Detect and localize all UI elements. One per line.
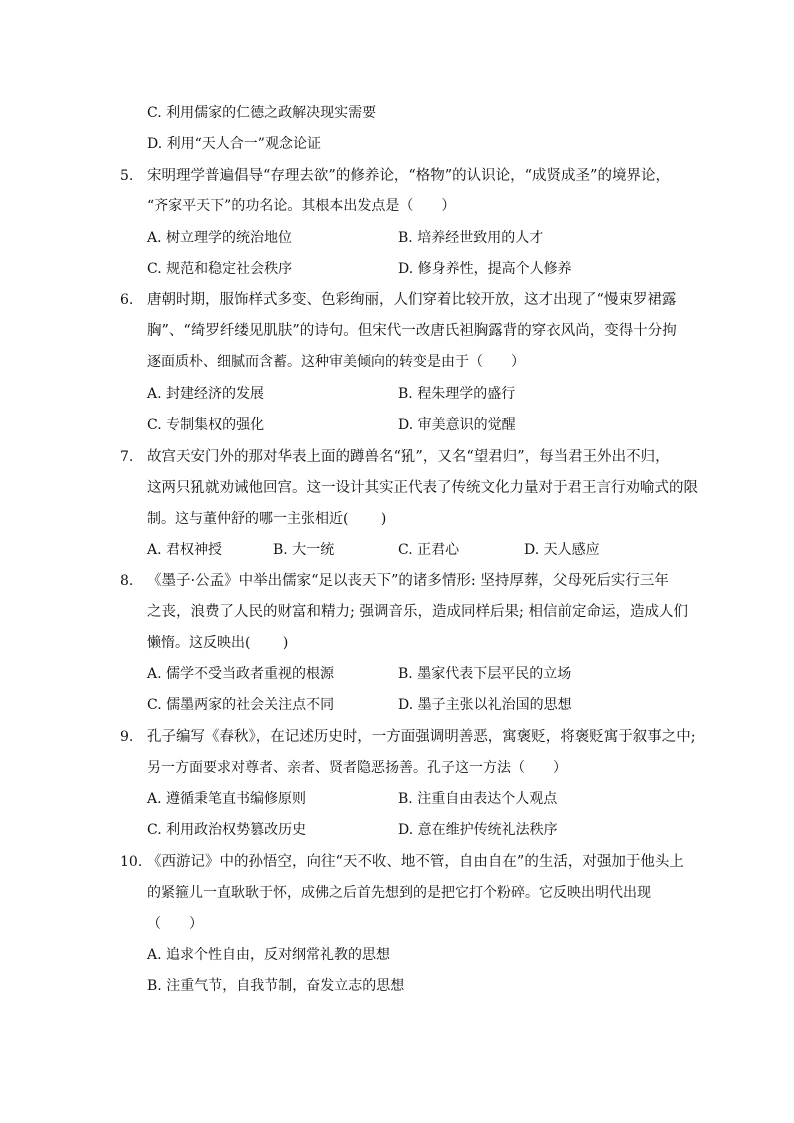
q6-option-c: C. 专制集权的强化 <box>147 417 265 433</box>
q6-stem-line1: 唐朝时期，服饰样式多变、色彩绚丽，人们穿着比较开放，这才出现了“慢束罗裙露 <box>147 292 677 308</box>
q9-option-a: A. 遵循秉笔直书编修原则 <box>147 791 307 807</box>
q6-option-d: D. 审美意识的觉醒 <box>398 417 516 433</box>
q8-stem-line1: 《墨子·公孟》中举出儒家“足以丧天下”的诸多情形: 坚持厚葬，父母死后实行三年 <box>147 573 669 589</box>
q7-option-d: D. 天人感应 <box>524 542 600 558</box>
q9-option-d: D. 意在维护传统礼法秩序 <box>398 822 558 838</box>
q8-option-b: B. 墨家代表下层平民的立场 <box>398 666 572 682</box>
q8-option-a: A. 儒学不受当政者重视的根源 <box>147 666 335 682</box>
q4-option-d: D. 利用“天人合一”观念论证 <box>147 136 321 152</box>
q9-stem-line1: 孔子编写《春秋》，在记述历史时，一方面强调明善恶，寓褒贬，将褒贬寓于叙事之中; <box>147 729 696 745</box>
q7-option-c: C. 正君心 <box>398 542 460 558</box>
q7-number: 7. <box>120 449 134 465</box>
q5-option-c: C. 规范和稳定社会秩序 <box>147 261 293 277</box>
q6-stem-line2: 胸”、“绮罗纤缕见肌肤”的诗句。但宋代一改唐氏袒胸露背的穿衣风尚，变得十分拘 <box>147 323 677 339</box>
q5-option-a: A. 树立理学的统治地位 <box>147 230 293 246</box>
q9-option-c: C. 利用政治权势篡改历史 <box>147 822 307 838</box>
q8-number: 8. <box>120 573 134 589</box>
q10-stem-line2: 的紧箍儿一直耿耿于怀，成佛之后首先想到的是把它打个粉碎。它反映出明代出现 <box>147 885 651 901</box>
q6-number: 6. <box>120 292 134 308</box>
q7-option-b: B. 大一统 <box>273 542 335 558</box>
q6-stem-line3: 逐面质朴、细腻而含蓄。这种审美倾向的转变是由于（ ） <box>147 354 525 370</box>
q5-option-b: B. 培养经世致用的人才 <box>398 230 544 246</box>
q9-number: 9. <box>120 729 134 745</box>
q9-stem-line2: 另一方面要求对尊者、亲者、贤者隐恶扬善。孔子这一方法（ ） <box>147 760 567 776</box>
q8-stem-line2: 之丧，浪费了人民的财富和精力; 强调音乐，造成同样后果; 相信前定命运，造成人们 <box>147 604 688 620</box>
q4-option-c: C. 利用儒家的仁德之政解决现实需要 <box>147 105 377 121</box>
q10-number: 10. <box>120 854 143 870</box>
q10-stem-line3: （ ） <box>147 916 203 932</box>
q6-option-a: A. 封建经济的发展 <box>147 386 265 402</box>
q5-option-d: D. 修身养性，提高个人修养 <box>398 261 572 277</box>
q7-option-a: A. 君权神授 <box>147 542 223 558</box>
q8-stem-line3: 懒惰。这反映出( ) <box>147 635 289 651</box>
q8-option-c: C. 儒墨两家的社会关注点不同 <box>147 697 335 713</box>
q6-option-b: B. 程朱理学的盛行 <box>398 386 516 402</box>
q10-option-b: B. 注重气节，自我节制，奋发立志的思想 <box>147 978 405 994</box>
q5-stem-line2: “齐家平天下”的功名论。其根本出发点是（ ） <box>147 198 456 214</box>
q7-stem-line3: 制。这与董仲舒的哪一主张相近( ) <box>147 511 387 527</box>
q7-stem-line2: 这两只犼就劝诫他回宫。这一设计其实正代表了传统文化力量对于君王言行劝喻式的限 <box>147 480 698 496</box>
q5-number: 5. <box>120 168 134 184</box>
q5-stem-line1: 宋明理学普遍倡导“存理去欲”的修养论，“格物”的认识论，“成贤成圣”的境界论， <box>147 168 670 184</box>
q10-option-a: A. 追求个性自由，反对纲常礼教的思想 <box>147 947 391 963</box>
q10-stem-line1: 《西游记》中的孙悟空，向往“天不收、地不管，自由自在”的生活，对强加于他头上 <box>147 854 684 870</box>
q7-stem-line1: 故宫天安门外的那对华表上面的蹲兽名“犼”，又名“望君归”，每当君王外出不归， <box>147 449 670 465</box>
q9-option-b: B. 注重自由表达个人观点 <box>398 791 558 807</box>
q8-option-d: D. 墨子主张以礼治国的思想 <box>398 697 572 713</box>
